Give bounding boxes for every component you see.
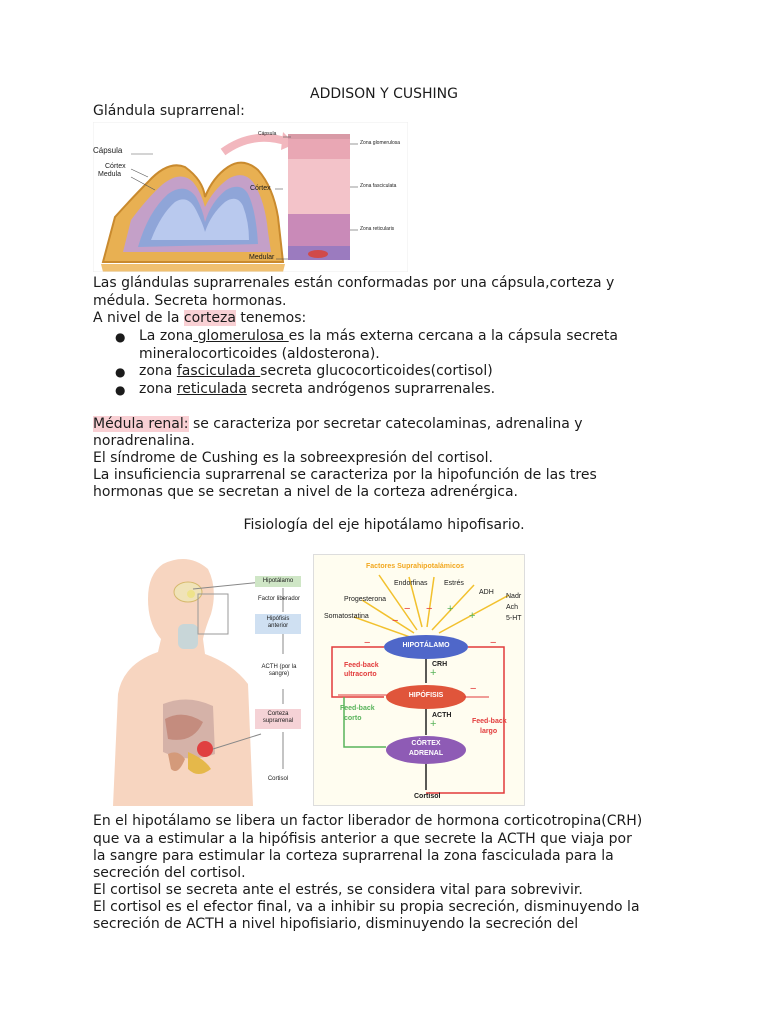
feedback-axis-figure — [313, 554, 525, 806]
axis-title: Fisiología del eje hipotálamo hipofisario. — [243, 517, 525, 533]
body-label-hipotalamo: Hipotálamo — [262, 578, 294, 584]
corteza-highlight: corteza — [183, 310, 236, 326]
p2-line5: hormonas que se secretan a nivel de la corteza adrenérgica. — [93, 484, 519, 500]
label-fb-ultra1: Feed-back — [344, 662, 379, 669]
p1-line1: Las glándulas suprarrenales están conformadas por una cápsula,corteza y — [93, 275, 615, 291]
label-5ht: 5-HT — [506, 615, 522, 622]
bullet-glomerulosa: La zona glomerulosa es la más externa cercana a la cápsula secreta — [139, 328, 618, 344]
label-fb-largo1: Feed-back — [472, 718, 507, 725]
gland-heading: Glándula suprarrenal: — [93, 103, 245, 119]
label-fb-ultra2: ultracorto — [344, 671, 377, 678]
label-medular: Medular — [249, 254, 275, 261]
label-cortisol: Cortisol — [414, 793, 441, 800]
bullet-dot: ● — [115, 330, 126, 344]
label-capsula-small: Cápsula — [258, 131, 277, 137]
plus-sign: + — [430, 667, 437, 679]
p1-line3: A nivel de la corteza tenemos: — [93, 310, 307, 326]
label-fb-largo2: largo — [480, 728, 498, 735]
body-label-corteza: Corteza suprarrenal — [262, 711, 294, 724]
p2-line1: Médula renal: se caracteriza por secretar catecolaminas, adrenalina y — [93, 416, 583, 432]
label-somatostatina: Somatostatina — [324, 613, 369, 620]
plus-sign: + — [430, 718, 437, 730]
label-zona-glomerulosa: Zona glomerulosa — [360, 140, 401, 146]
label-crh: CRH — [432, 661, 448, 668]
label-acth: ACTH — [432, 712, 452, 719]
body-label-cortisol: Cortisol — [267, 776, 289, 782]
body-label-acth: ACTH (por la sangre) — [261, 664, 297, 677]
adrenal-gland-figure — [93, 122, 408, 272]
label-nadr: Nadr — [506, 593, 522, 600]
label-estres: Estrés — [444, 580, 464, 587]
label-adrenal: ADRENAL — [408, 750, 444, 757]
body-label-hipofisis: Hipófisis anterior — [266, 616, 290, 629]
label-factores: Factores Suprahipotalámicos — [366, 563, 465, 570]
label-hipotalamo: HIPOTÁLAMO — [402, 642, 450, 649]
minus-sign: − — [404, 603, 411, 615]
label-adh: ADH — [479, 589, 494, 596]
bullet-fasciculada: zona fasciculada secreta glucocorticoides(cortisol) — [139, 363, 493, 379]
plus-sign: + — [469, 610, 476, 622]
body-axis-figure — [93, 554, 305, 806]
p3-line5: El cortisol se secreta ante el estrés, se considera vital para sobrevivir. — [93, 882, 583, 898]
minus-sign: − — [392, 615, 399, 627]
label-fb-corto2: corto — [344, 715, 362, 722]
label-endorfinas: Endorfinas — [394, 580, 428, 587]
p3-line2: que va a estimular a la hipófisis anterior a que secrete la ACTH que viaja por — [93, 831, 632, 847]
p3-line4: secreción del cortisol. — [93, 865, 246, 881]
label-zona-fasciculata: Zona fasciculata — [360, 183, 397, 189]
label-fb-corto1: Feed-back — [340, 705, 375, 712]
minus-sign: − — [364, 637, 371, 649]
document-title: ADDISON Y CUSHING — [310, 86, 458, 102]
bullet-reticulada: zona reticulada secreta andrógenos suprarrenales. — [139, 381, 496, 397]
label-cortex-right: Córtex — [250, 185, 271, 192]
label-cortex: CÓRTEX — [411, 740, 441, 747]
bullet-dot: ● — [115, 383, 126, 397]
p2-line3: El síndrome de Cushing es la sobreexpresión del cortisol. — [93, 450, 493, 466]
label-medula: Medula — [98, 171, 121, 178]
p3-line7: secreción de ACTH a nivel hipofisiario, disminuyendo la secreción del — [93, 916, 579, 932]
label-cortex: Córtex — [105, 163, 126, 170]
body-illustration — [93, 554, 305, 806]
plus-sign: + — [447, 603, 454, 615]
minus-sign: − — [490, 637, 497, 649]
minus-sign: − — [426, 603, 433, 615]
bullet-dot: ● — [115, 365, 126, 379]
p2-line2: noradrenalina. — [93, 433, 195, 449]
minus-sign: − — [470, 683, 477, 695]
p2-line4: La insuficiencia suprarrenal se caracteriza por la hipofunción de las tres — [93, 467, 597, 483]
medula-highlight: Médula renal: — [93, 416, 189, 432]
p3-line6: El cortisol es el efector final, va a inhibir su propia secreción, disminuyendo la — [93, 899, 640, 915]
bullet-glomerulosa-cont: mineralocorticoides (aldosterona). — [139, 346, 380, 362]
label-zona-reticularis: Zona reticularis — [360, 226, 395, 232]
label-hipofisis: HIPÓFISIS — [408, 692, 444, 699]
p3-line3: la sangre para estimular la corteza suprarrenal la zona fasciculada para la — [93, 848, 614, 864]
label-capsula: Cápsula — [93, 146, 123, 155]
p1-line2: médula. Secreta hormonas. — [93, 293, 287, 309]
p3-line1: En el hipotálamo se libera un factor liberador de hormona corticotropina(CRH) — [93, 813, 643, 829]
body-label-factor: Factor liberador — [257, 596, 301, 602]
label-ach: Ach — [506, 604, 519, 611]
label-progesterona: Progesterona — [344, 596, 387, 603]
